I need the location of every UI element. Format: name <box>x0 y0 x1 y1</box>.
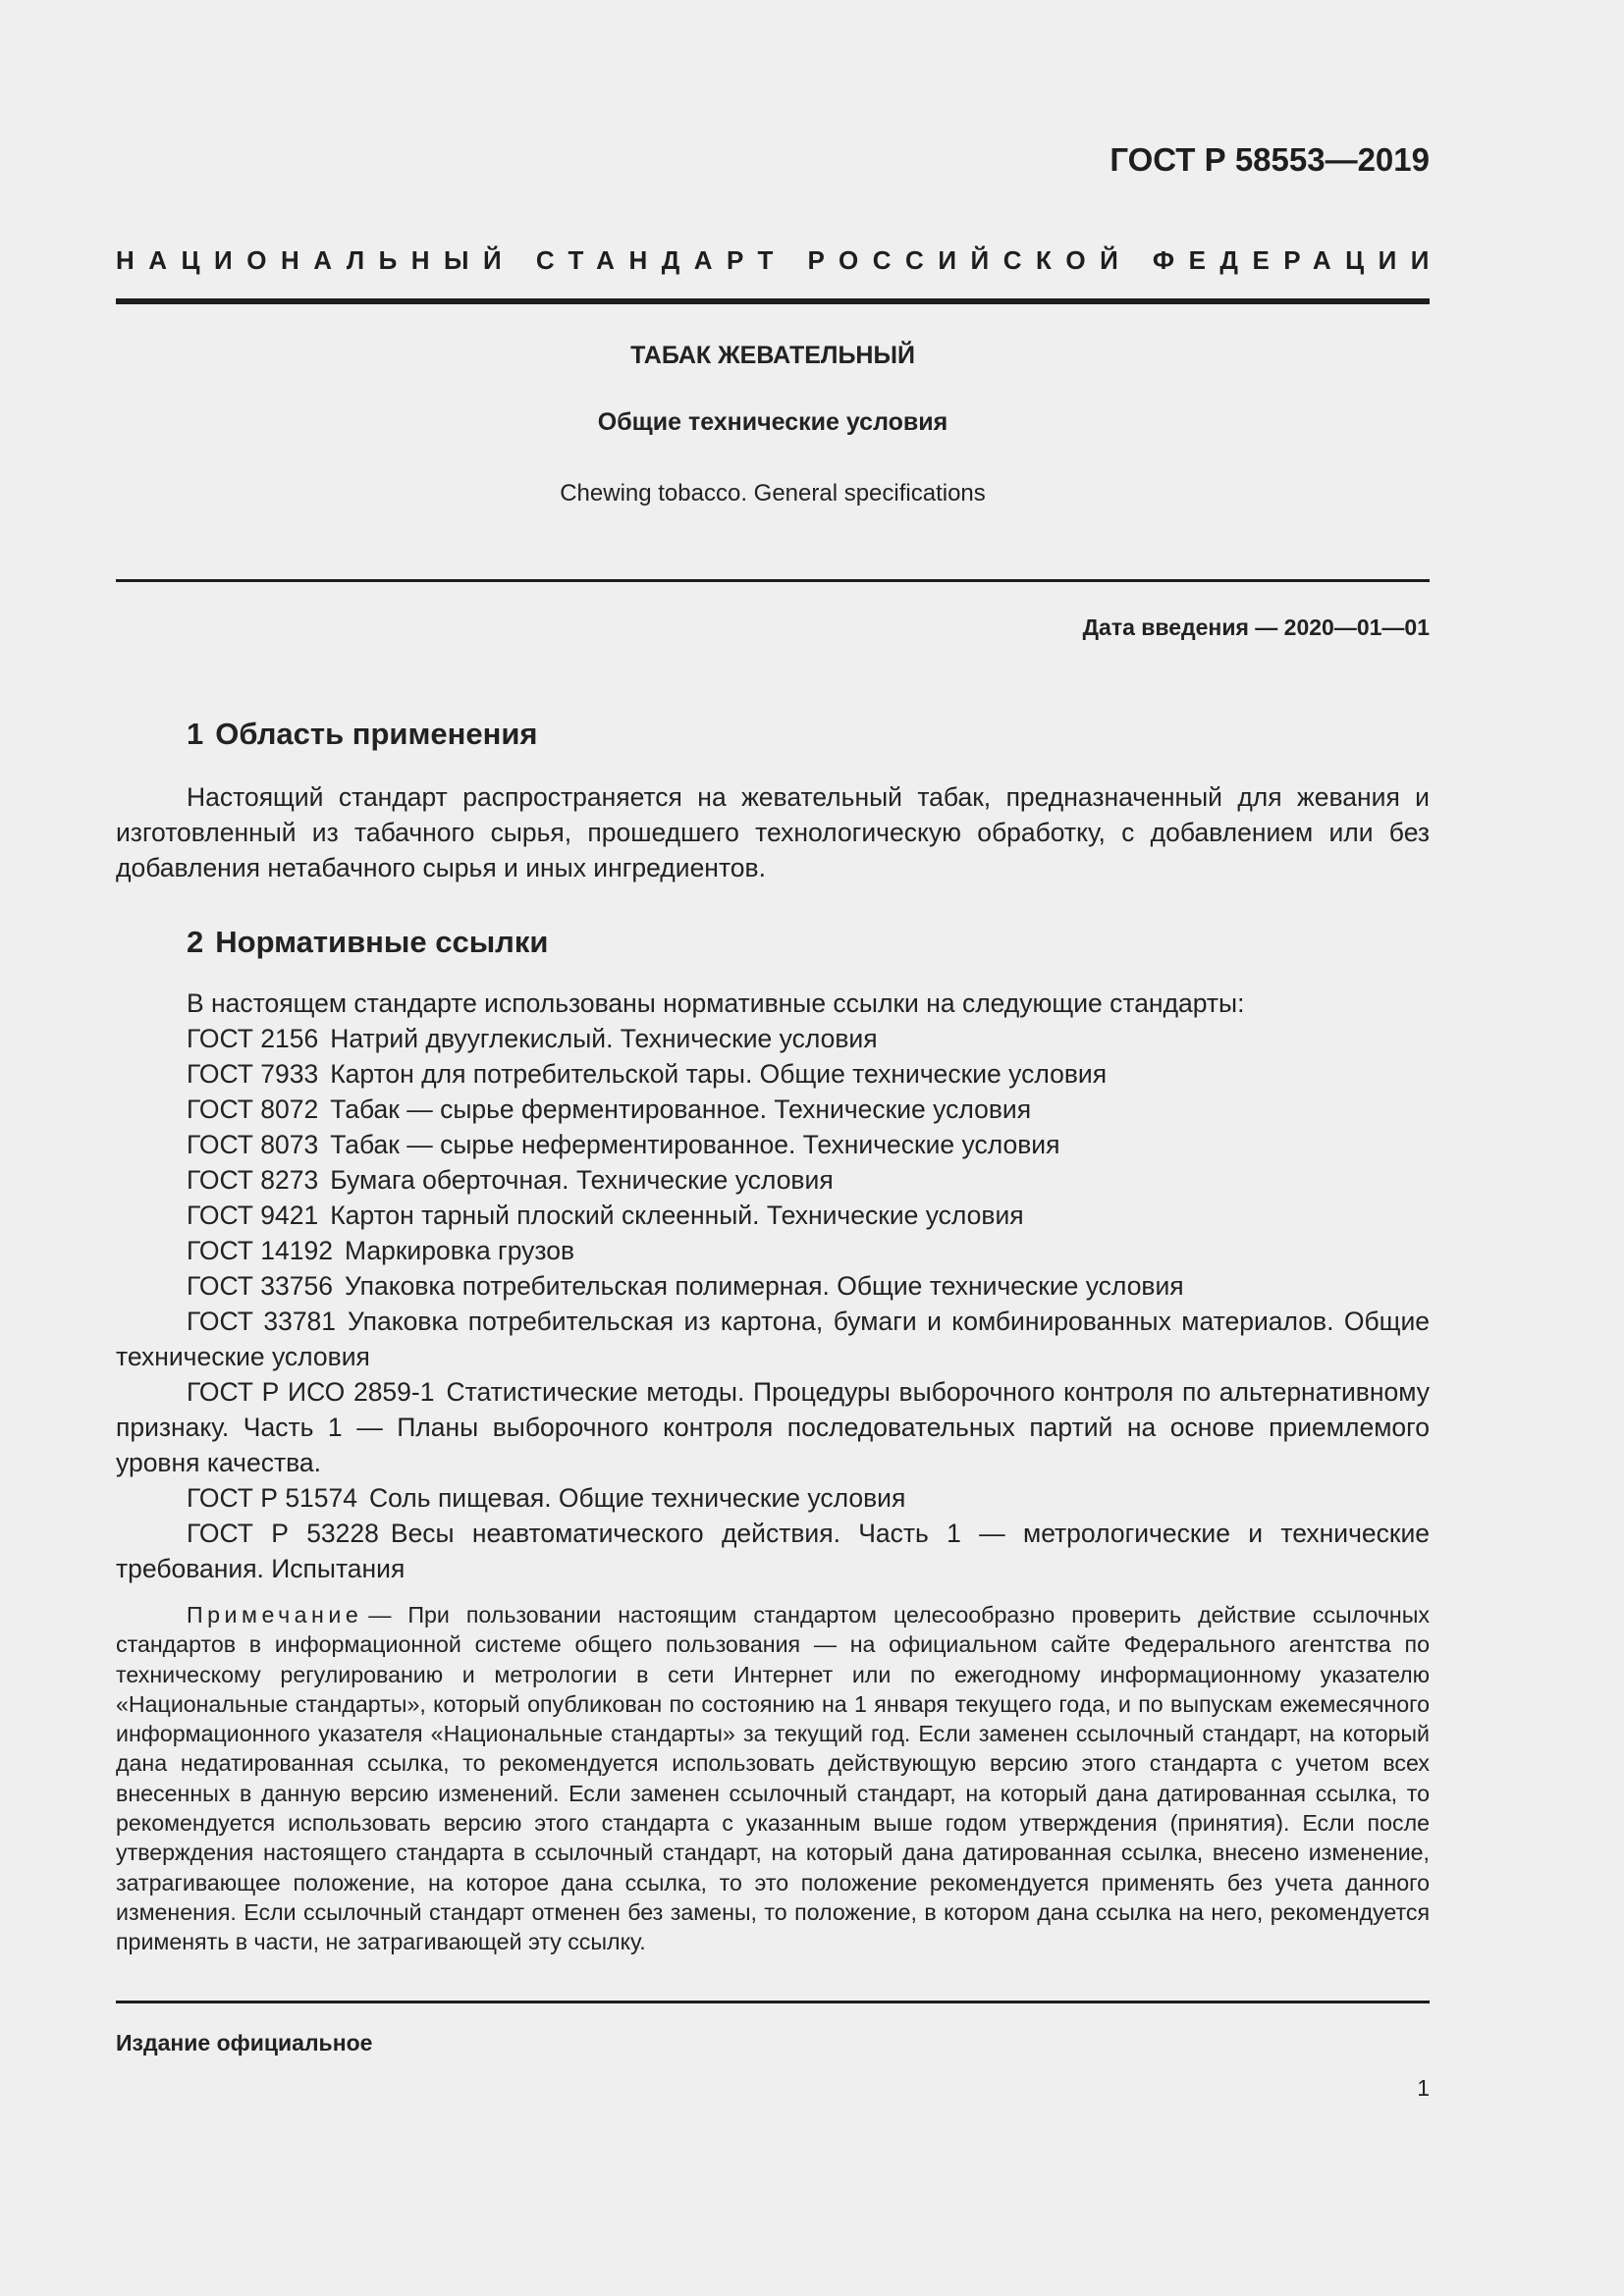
reference-code: ГОСТ 33756 <box>187 1271 333 1301</box>
reference-title: Бумага оберточная. Технические условия <box>330 1165 834 1195</box>
header-rule <box>116 298 1430 304</box>
section-1-heading <box>187 717 538 752</box>
reference-title: Весы неавтоматического действия. Часть 1 — метрологические и технические требования. Испытания <box>116 1519 1430 1583</box>
national-standard-word: ФЕДЕРАЦИИ <box>1152 245 1443 275</box>
reference-item <box>187 1233 574 1268</box>
reference-title: Картон для потребительской тары. Общие технические условия <box>330 1059 1108 1089</box>
section-number: 2 <box>187 925 204 959</box>
references-intro: В настоящем стандарте использованы нормативные ссылки на следующие стандарты: <box>187 988 1245 1018</box>
paragraph-text: Настоящий стандарт распространяется на жевательный табак, предназначенный для жевания и изготовленный из табачного сырья, прошедшего технологическую обработку, с добавлением или без добавления нетабачного сырья и иных ингредиентов. <box>116 782 1430 882</box>
reference-code: ГОСТ 8073 <box>187 1130 319 1159</box>
reference-item <box>187 1268 1184 1304</box>
document-title: ТАБАК ЖЕВАТЕЛЬНЫЙ <box>630 342 915 369</box>
reference-title: Соль пищевая. Общие технические условия <box>369 1483 906 1513</box>
title-rule <box>116 579 1430 582</box>
page-number: 1 <box>1417 2075 1430 2101</box>
reference-item <box>187 1127 1059 1162</box>
reference-item <box>116 1516 1430 1586</box>
document-subtitle: Общие технические условия <box>597 408 948 436</box>
note-text: — При пользовании настоящим стандартом целесообразно проверить действие ссылочных стандартов в информационной системе общего пользования — на официальном сайте Федерального агентства по техническому регулированию и метрологии в сети Интернет или по ежегодному информационному указателю «Национальные стандарты», который опубликован по состоянию на 1 января текущего года, и по выпускам ежемесячного информационного указателя «Национальные стандарты» за текущий год. Если заменен ссылочный стандарт, на который дана недатированная ссылка, то рекомендуется использовать действующую версию этого стандарта с учетом всех внесенных в данную версию изменений. Если заменен ссылочный стандарт, на который дана датированная ссылка, то рекомендуется использовать версию этого стандарта с указанным выше годом утверждения (принятия). Если после утверждения настоящего стандарта в ссылочный стандарт, на который дана датированная ссылка, внесено изменение, затрагивающее положение, на которое дана ссылка, то это положение рекомендуется применять без учета данного изменения. Если ссылочный стандарт отменен без замены, то положение, в котором дана ссылка на него, рекомендуется применять в части, не затрагивающей эту ссылку. <box>116 1602 1430 1955</box>
reference-item <box>187 1480 905 1516</box>
reference-code: ГОСТ 2156 <box>187 1024 319 1053</box>
reference-item <box>187 1092 1031 1127</box>
reference-item <box>116 1374 1430 1480</box>
reference-title: Табак — сырье неферментированное. Технические условия <box>330 1130 1060 1159</box>
section-2-heading <box>187 925 548 960</box>
reference-item <box>187 1056 1107 1092</box>
reference-code: ГОСТ 33781 <box>187 1307 337 1336</box>
reference-code: ГОСТ 8072 <box>187 1095 319 1124</box>
section-1-text <box>116 779 1430 885</box>
document-title-english: Chewing tobacco. General specifications <box>560 480 986 507</box>
section-title: Область применения <box>215 717 538 751</box>
reference-item <box>116 1304 1430 1374</box>
references-note <box>116 1600 1430 1957</box>
introduction-date: Дата введения — 2020—01—01 <box>1082 614 1430 640</box>
national-standard-word: СТАНДАРТ <box>535 245 787 275</box>
section-title: Нормативные ссылки <box>215 925 549 959</box>
reference-code: ГОСТ Р 51574 <box>187 1483 358 1513</box>
national-standard-header <box>116 245 1443 276</box>
reference-title: Упаковка потребительская из картона, бумаги и комбинированных материалов. Общие технические условия <box>116 1307 1430 1371</box>
reference-title: Маркировка грузов <box>344 1236 575 1265</box>
reference-code: ГОСТ 8273 <box>187 1165 319 1195</box>
national-standard-word: НАЦИОНАЛЬНЫЙ <box>116 245 516 275</box>
reference-item <box>187 1021 878 1056</box>
reference-item <box>187 1198 1024 1233</box>
edition-label: Издание официальное <box>116 2030 373 2056</box>
reference-title: Табак — сырье ферментированное. Технические условия <box>330 1095 1032 1124</box>
reference-title: Картон тарный плоский склеенный. Технические условия <box>330 1201 1024 1230</box>
reference-code: ГОСТ Р ИСО 2859-1 <box>187 1377 435 1407</box>
national-standard-word: РОССИЙСКОЙ <box>807 245 1133 275</box>
reference-code: ГОСТ 14192 <box>187 1236 333 1265</box>
document-number: ГОСТ Р 58553—2019 <box>1110 141 1430 178</box>
footer-rule <box>116 2001 1430 2003</box>
note-label: Примечание <box>187 1602 363 1628</box>
reference-code: ГОСТ Р 53228 <box>187 1519 379 1548</box>
reference-title: Упаковка потребительская полимерная. Общие технические условия <box>344 1271 1184 1301</box>
document-page <box>116 0 1443 2296</box>
reference-title: Статистические методы. Процедуры выборочного контроля по альтернативному признаку. Часть 1 — Планы выборочного контроля последовательных партий на основе приемлемого уровня качества. <box>116 1377 1430 1477</box>
reference-title: Натрий двууглекислый. Технические условия <box>330 1024 878 1053</box>
reference-code: ГОСТ 7933 <box>187 1059 319 1089</box>
reference-item <box>187 1162 834 1198</box>
section-number: 1 <box>187 717 204 751</box>
reference-code: ГОСТ 9421 <box>187 1201 319 1230</box>
